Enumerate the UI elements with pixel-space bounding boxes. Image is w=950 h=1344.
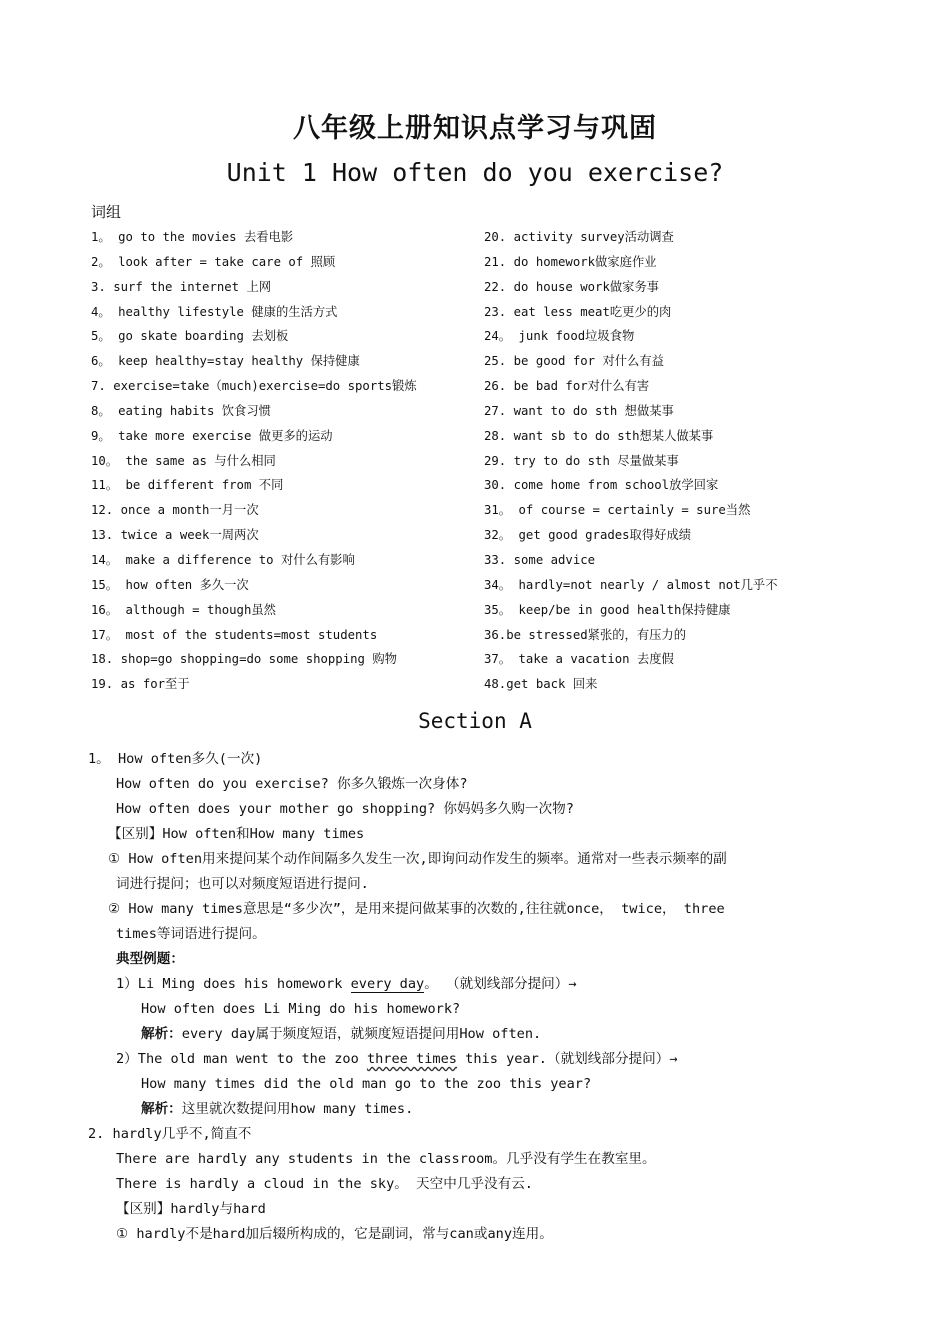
phrase-item: 5。 go skate boarding 去划板 <box>91 329 289 344</box>
example-sentence: There are hardly any students in the classroom。几乎没有学生在教室里。 <box>116 1151 656 1167</box>
phrase-item: 35。 keep/be in good health保持健康 <box>484 602 731 617</box>
phrase-item: 20. activity survey活动调查 <box>484 230 674 244</box>
phrase-item: 23. eat less meat吃更少的肉 <box>484 304 672 319</box>
exercise-answer: How many times did the old man go to the zoo this year? <box>141 1076 592 1092</box>
phrase-item: 21. do homework做家庭作业 <box>484 254 657 269</box>
exercise-question <box>116 974 577 994</box>
underlined-phrase: three times <box>366 1051 457 1067</box>
question-text: 1）Li Ming does his homework <box>116 976 351 992</box>
example-sentence: There is hardly a cloud in the sky。 天空中几乎没有云. <box>116 1176 533 1192</box>
phrase-item: 22. do house work做家务事 <box>484 279 660 294</box>
phrase-item: 1。 go to the movies 去看电影 <box>91 230 294 244</box>
phrase-item: 12. once a month一月一次 <box>91 503 259 518</box>
question-instruction: this year.（就划线部分提问）→ <box>456 1051 678 1067</box>
phrase-item: 28. want sb to do sth想某人做某事 <box>484 428 714 443</box>
unit-title: Unit 1 How often do you exercise? <box>226 158 724 187</box>
page-title: 八年级上册知识点学习与巩固 <box>293 113 657 144</box>
question-text: 2）The old man went to the zoo <box>116 1051 367 1067</box>
phrase-item: 4。 healthy lifestyle 健康的生活方式 <box>91 304 338 319</box>
phrases-left-column <box>91 228 511 700</box>
phrase-item: 31。 of course = certainly = sure当然 <box>484 503 751 518</box>
phrase-item: 30. come home from school放学回家 <box>484 478 719 493</box>
analysis-text <box>141 1024 541 1044</box>
phrase-item: 48.get back 回来 <box>484 677 598 692</box>
analysis-label: 解析： <box>141 1101 182 1117</box>
analysis-text <box>141 1099 413 1119</box>
point-heading: 2. hardly几乎不,简直不 <box>88 1126 252 1142</box>
explanation-text: times等词语进行提问。 <box>116 926 266 942</box>
phrase-item: 18. shop=go shopping=do some shopping 购物 <box>91 652 397 667</box>
phrase-item: 29. try to do sth 尽量做某事 <box>484 453 679 468</box>
underlined-phrase: every day <box>350 976 425 992</box>
phrase-item: 10。 the same as 与什么相同 <box>91 453 276 468</box>
phrase-item: 3. surf the internet 上网 <box>91 279 272 294</box>
phrases-right-column <box>484 228 904 700</box>
phrase-item: 15。 how often 多久一次 <box>91 577 249 592</box>
example-sentence: How often does your mother go shopping? 你妈妈多久购一次物? <box>116 801 574 817</box>
phrase-item: 27. want to do sth 想做某事 <box>484 403 674 418</box>
phrase-item: 6。 keep healthy=stay healthy 保持健康 <box>91 354 360 369</box>
exercise-answer: How often does Li Ming do his homework? <box>141 1001 461 1017</box>
phrase-item: 24。 junk food垃圾食物 <box>484 329 635 344</box>
phrase-item: 17。 most of the students=most students <box>91 627 378 642</box>
phrase-item: 9。 take more exercise 做更多的运动 <box>91 428 333 443</box>
point-heading: 1。 How often多久(一次) <box>88 751 263 767</box>
phrase-item: 33. some advice <box>484 552 596 567</box>
phrase-item: 7. exercise=take（much)exercise=do sports锻炼 <box>91 379 417 394</box>
explanation-text: ② How many times意思是“多少次”，是用来提问做某事的次数的,往往就once， twice， three <box>108 901 725 917</box>
example-sentence: How often do you exercise? 你多久锻炼一次身体? <box>116 776 468 792</box>
phrase-item: 2。 look after = take care of 照顾 <box>91 254 336 269</box>
explanation-text: ① hardly不是hard加后辍所构成的，它是副词，常与can或any连用。 <box>116 1226 553 1242</box>
phrase-item: 37。 take a vacation 去度假 <box>484 652 674 667</box>
distinction-heading: 【区别】hardly与hard <box>116 1201 266 1217</box>
section-a-heading: Section A <box>418 709 532 733</box>
exercise-question <box>116 1049 678 1069</box>
analysis-label: 解析： <box>141 1026 182 1042</box>
question-instruction: 。 （就划线部分提问）→ <box>424 976 577 992</box>
phrase-item: 26. be bad for对什么有害 <box>484 379 650 394</box>
phrase-item: 11。 be different from 不同 <box>91 478 284 493</box>
analysis-content: 这里就次数提问用how many times. <box>181 1101 414 1117</box>
phrase-item: 25. be good for 对什么有益 <box>484 354 664 369</box>
phrase-item: 14。 make a difference to 对什么有影响 <box>91 552 355 567</box>
examples-heading: 典型例题： <box>116 951 184 967</box>
explanation-text: ① How often用来提问某个动作间隔多久发生一次,即询问动作发生的频率。通常对一些表示频率的副 <box>108 851 727 867</box>
phrase-item: 36.be stressed紧张的，有压力的 <box>484 627 687 642</box>
explanation-text: 词进行提问；也可以对频度短语进行提问. <box>116 876 369 892</box>
analysis-content: every day属于频度短语，就频度短语提问用How often. <box>181 1026 542 1042</box>
phrase-item: 13. twice a week一周两次 <box>91 528 259 543</box>
phrase-item: 16。 although = though虽然 <box>91 602 276 617</box>
phrase-item: 34。 hardly=not nearly / almost not几乎不 <box>484 577 778 592</box>
distinction-heading: 【区别】How often和How many times <box>108 826 365 842</box>
phrase-item: 8。 eating habits 饮食习惯 <box>91 403 271 418</box>
phrase-item: 19. as for至于 <box>91 677 190 692</box>
phrases-label: 词组 <box>91 203 122 221</box>
phrase-item: 32。 get good grades取得好成绩 <box>484 528 692 543</box>
